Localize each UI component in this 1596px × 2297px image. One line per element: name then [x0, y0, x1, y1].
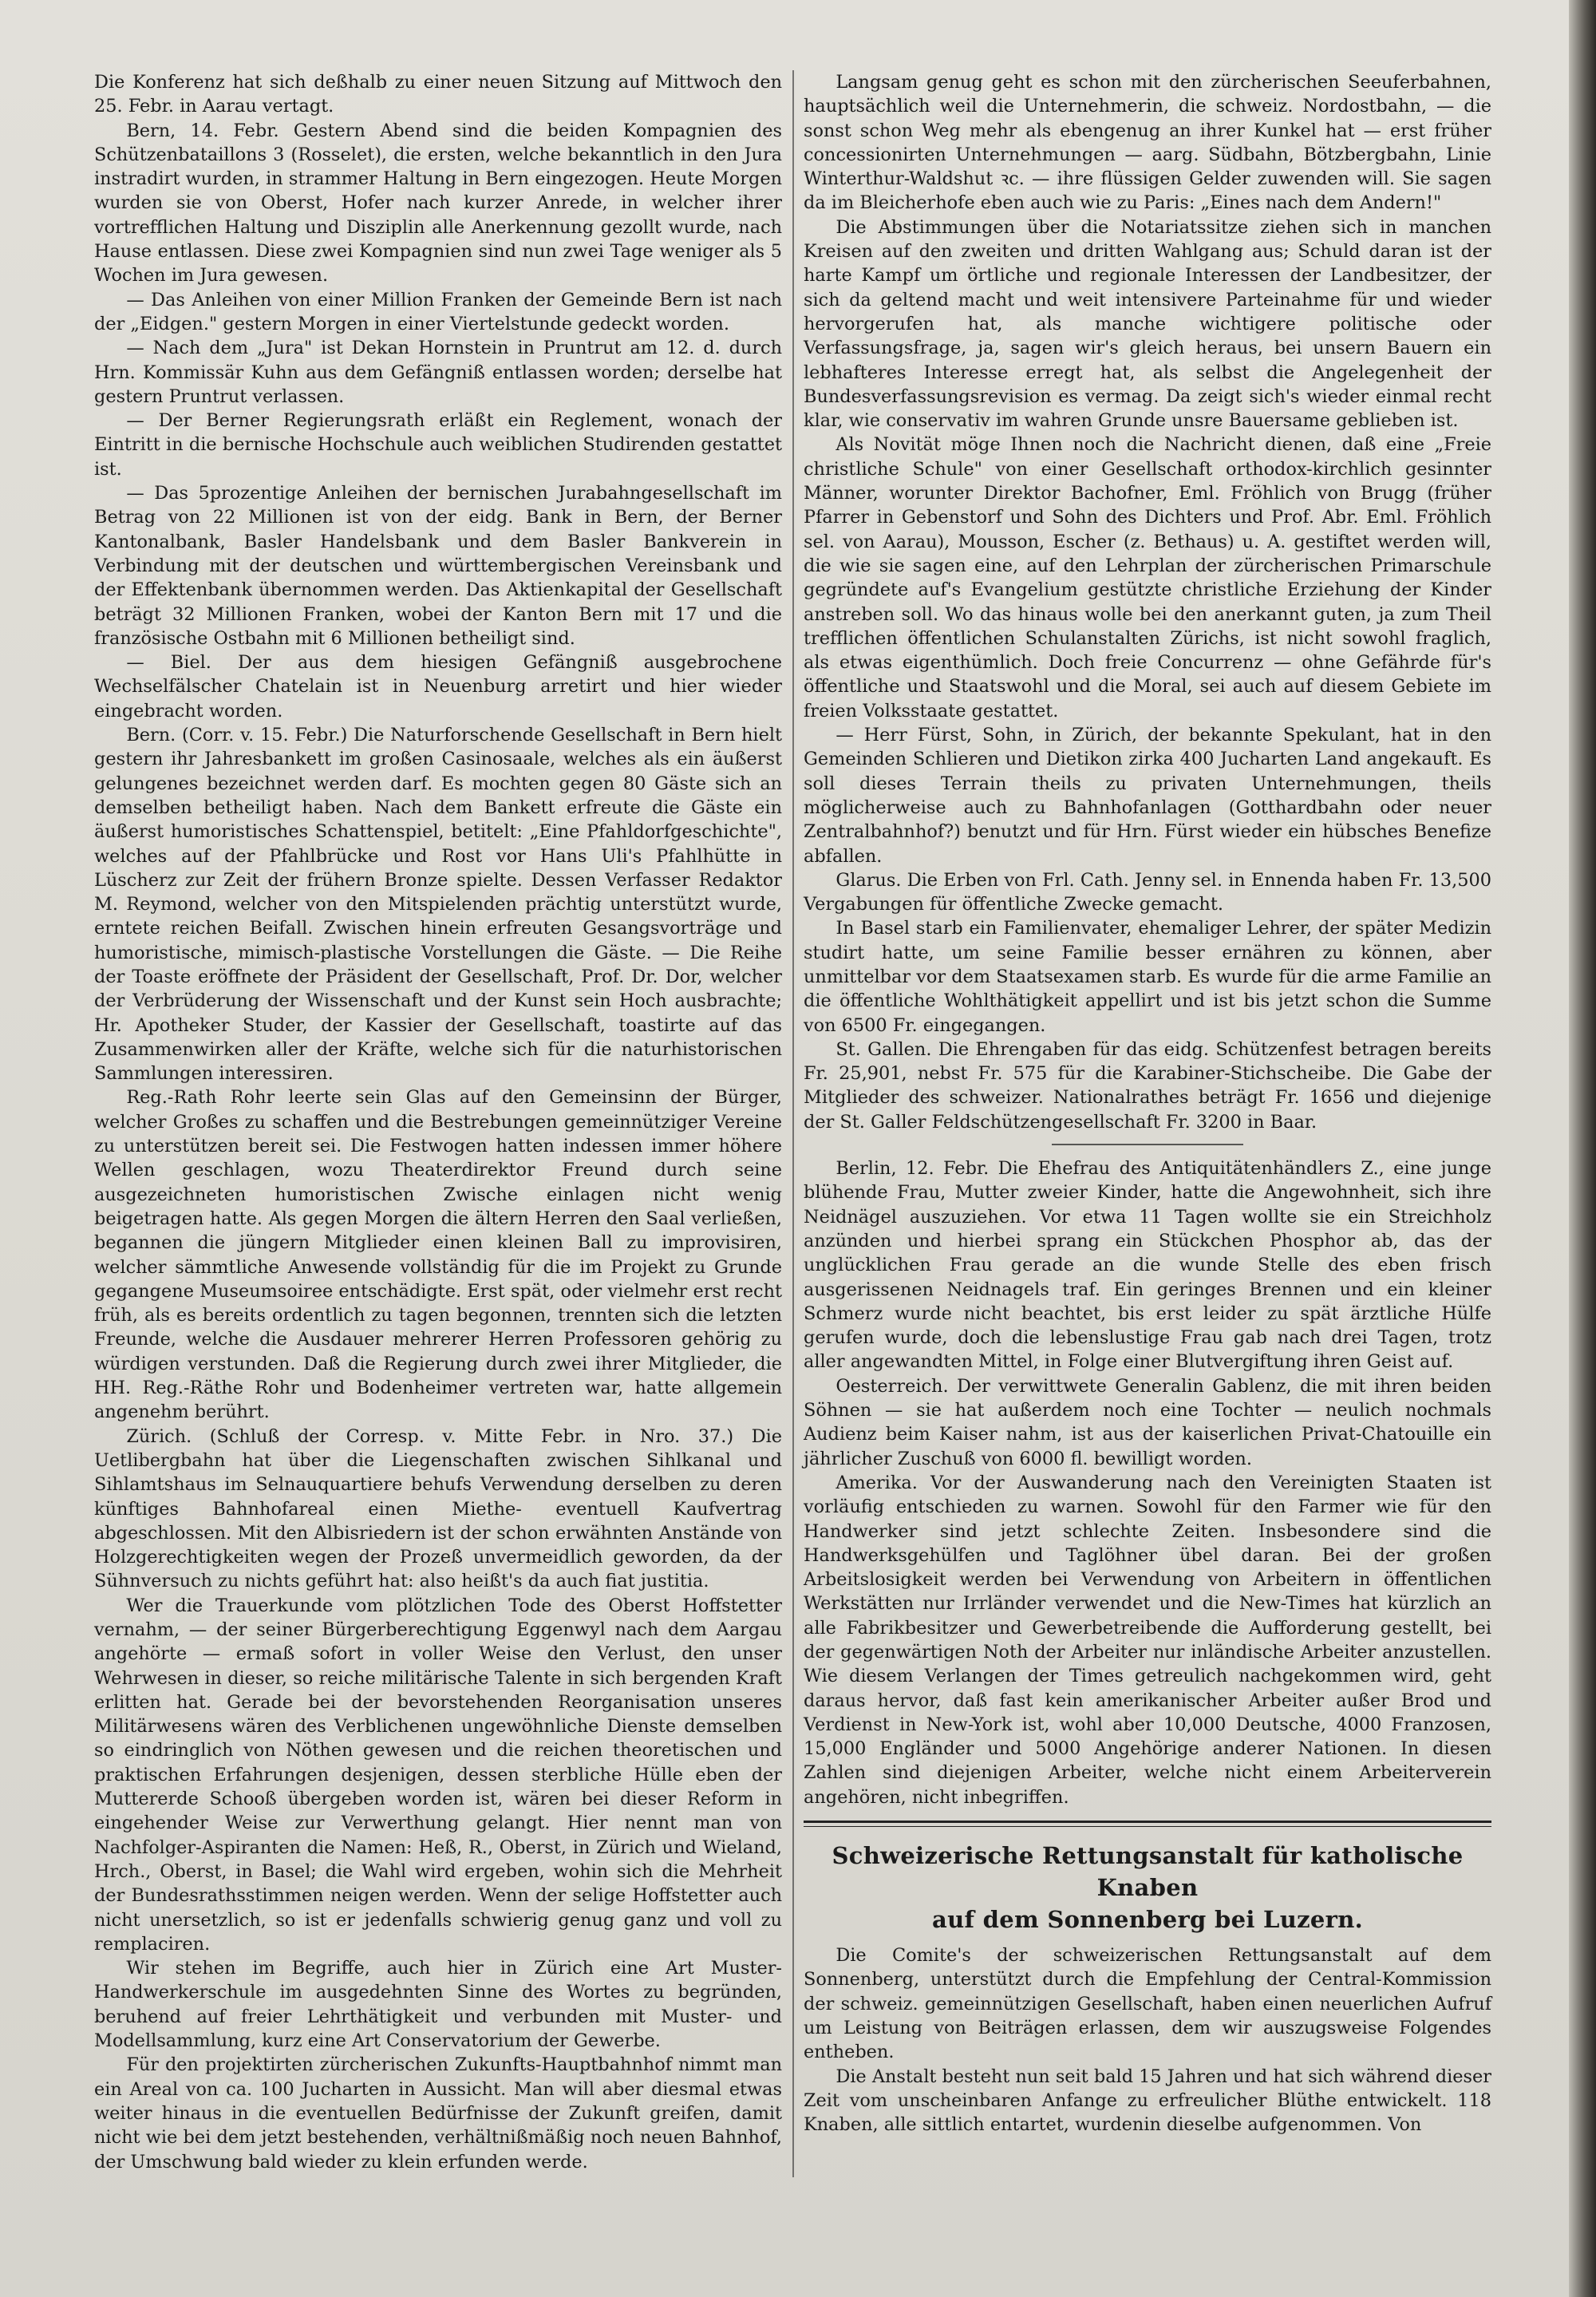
box-rule-thin	[804, 1826, 1491, 1827]
article-paragraph: Die Konferenz hat sich deßhalb zu einer neuen Sitzung auf Mittwoch den 25. Febr. in Aarau vertagt.	[94, 72, 782, 117]
column-divider	[792, 70, 794, 2177]
article-paragraph: Oesterreich. Der verwittwete Generalin Gablenz, die mit ihren beiden Söhnen — sie hat außerdem noch eine Tochter — neulich nochmals Audienz beim Kaiser nahm, ist aus der kaiserlichen Privat-Chatouille ein jährlicher Zuschuß von 6000 fl. bewilligt worden.	[804, 1375, 1491, 1469]
article-paragraph: Wer die Trauerkunde vom plötzlichen Tode des Oberst Hoffstetter vernahm, — der seiner Bürgerberechtigung Eggenwyl nach dem Aargau angehörte — ermaß sofort in voller Weise den Verlust, den unser Wehrwesen in dieser, so reiche militärische Talente in sich bergenden Kraft erlitten hat. Gerade bei der bevorstehenden Reorganisation unseres Militärwesens wären des Verblichenen ungewöhnliche Dienste demselben so eindringlich von Nöthen gewesen und die reichen theoretischen und praktischen Erfahrungen desjenigen, dessen sterbliche Hülle eben der Muttererde Schooß übergeben worden ist, wären bei dieser Reform in eingehender Weise zur Verwerthung gelangt. Hier nennt man von Nachfolger-Aspiranten die Namen: Heß, R., Oberst, in Zürich und Wieland, Hrch., Oberst, in Basel; die Wahl wird ergeben, wohin sich die Mehrheit der Bundesrathsstimmen neigen werden. Wenn der selige Hoffstetter auch nicht unersetzlich, so ist er jedenfalls schwierig genug ganz und voll zu remplaciren.	[94, 1595, 782, 1955]
article-paragraph: Langsam genug geht es schon mit den zürcherischen Seeuferbahnen, hauptsächlich weil die Unternehmerin, die schweiz. Nordostbahn, — die sonst schon Weg mehr als ebengenug an ihrer Kunkel hat — erst früher concessionirten Unternehmungen — aarg. Südbahn, Bötzbergbahn, Linie Winterthur-Waldshut ꝛc. — ihre flüssigen Gelder zuwenden will. Sie sagen da im Bleicherhofe eben auch wie zu Paris: „Eines nach dem Andern!"	[804, 72, 1491, 214]
article-paragraph: — Das 5prozentige Anleihen der bernischen Jurabahngesellschaft im Betrag von 22 Millionen ist von der eidg. Bank in Bern, der Berner Kantonalbank, Basler Handelsbank und dem Basler Bankverein in Verbindung mit der deutschen und württembergischen Vereinsbank und der Effektenbank übernommen werden. Das Aktienkapital der Gesellschaft beträgt 32 Millionen Franken, wobei der Kanton Bern mit 17 und die französische Ostbahn mit 6 Millionen betheiligt sind.	[94, 483, 782, 649]
box-headline-line1: Schweizerische Rettungsanstalt für katholische Knaben	[832, 1842, 1464, 1902]
article-paragraph: — Der Berner Regierungsrath erläßt ein Reglement, wonach der Eintritt in die bernische Hochschule auch weiblichen Studirenden gestattet ist.	[94, 410, 782, 480]
article-paragraph: Bern, 14. Febr. Gestern Abend sind die beiden Kompagnien des Schützenbataillons 3 (Rosselet), die ersten, welche bekanntlich in den Jura instradirt wurden, in strammer Haltung in Bern eingezogen. Heute Morgen wurden sie von Oberst, Hofer nach kurzer Anrede, in welcher ihrer vortrefflichen Haltung und Disziplin alle Anerkennung gezollt wurde, nach Hause entlassen. Diese zwei Kompagnien sind nun zwei Tage weniger als 5 Wochen im Jura gewesen.	[94, 120, 782, 287]
right-column-foreign	[804, 1156, 1491, 1809]
article-paragraph: — Nach dem „Jura" ist Dekan Hornstein in Pruntrut am 12. d. durch Hrn. Kommissär Kuhn aus dem Gefängniß entlassen worden; derselbe hat gestern Pruntrut verlassen.	[94, 338, 782, 407]
article-paragraph: Die Comite's der schweizerischen Rettungsanstalt auf dem Sonnenberg, unterstützt durch die Empfehlung der Central-Kommission der schweiz. gemeinnützigen Gesellschaft, haben einen neuerlichen Aufruf um Leistung von Beiträgen erlassen, dem wir auszugsweise Folgendes entheben.	[804, 1945, 1491, 2063]
article-paragraph: Zürich. (Schluß der Corresp. v. Mitte Febr. in Nro. 37.) Die Uetlibergbahn hat über die Liegenschaften zwischen Sihlkanal und Sihlamtshaus im Selnauquartiere behufs Verwendung derselben zu deren künftiges Bahnhofareal einen Miethe- eventuell Kaufvertrag abgeschlossen. Mit den Albisriedern ist der schon erwähnten Anstände von Holzgerechtigkeiten wegen der Prozeß unvermeidlich geworden, da der Sühnversuch zu nichts geführt hat: also heißt's da auch fiat justitia.	[94, 1425, 782, 1592]
article-paragraph: — Biel. Der aus dem hiesigen Gefängniß ausgebrochene Wechselfälscher Chatelain ist in Neuenburg arretirt und hier wieder eingebracht worden.	[94, 652, 782, 722]
article-paragraph: Berlin, 12. Febr. Die Ehefrau des Antiquitätenhändlers Z., eine junge blühende Frau, Mutter zweier Kinder, hatte die Angewohnheit, sich ihre Neidnägel auszuziehen. Vor etwa 11 Tagen wollte sie ein Streichholz anzünden und hierbei sprang ein Stückchen Phosphor ab, das der unglücklichen Frau gerade an die wunde Stelle des eben frisch ausgerissenen Neidnagels traf. Ein geringes Brennen und ein kleiner Schmerz wurde nicht beachtet, bis erst leider zu spät ärztliche Hülfe gerufen wurde, doch die lebenslustige Frau gab nach drei Tagen, trotz aller angewandten Mittel, in Folge einer Blutvergiftung ihren Geist auf.	[804, 1158, 1491, 1373]
article-paragraph: St. Gallen. Die Ehrengaben für das eidg. Schützenfest betragen bereits Fr. 25,901, nebst Fr. 575 für die Karabiner-Stichscheibe. Die Gabe der Mitglieder des schweizer. Nationalrathes beträgt Fr. 1656 und diejenige der St. Galler Feldschützengesellschaft Fr. 3200 in Baar.	[804, 1038, 1491, 1133]
article-paragraph: — Herr Fürst, Sohn, in Zürich, der bekannte Spekulant, hat in den Gemeinden Schlieren und Dietikon zirka 400 Jucharten Land angekauft. Es soll dieses Terrain theils zu privaten Unternehmungen, theils möglicherweise auch zu Bahnhofanlagen (Gotthardbahn oder neuer Zentralbahnhof?) benutzt und für Hrn. Fürst wieder ein hübsches Benefize abfallen.	[804, 725, 1491, 867]
article-paragraph: Wir stehen im Begriffe, auch hier in Zürich eine Art Muster-Handwerkerschule im ausgedehnten Sinne des Wortes zu begründen, beruhend auf freier Lehrthätigkeit und verbunden mit Muster- und Modellsammlung, kurz eine Art Conservatorium der Gewerbe.	[94, 1958, 782, 2052]
section-separator	[1052, 1144, 1243, 1145]
article-paragraph: — Das Anleihen von einer Million Franken der Gemeinde Bern ist nach der „Eidgen." gestern Morgen in einer Viertelstunde gedeckt worden.	[94, 289, 782, 334]
article-paragraph: Für den projektirten zürcherischen Zukunfts-Hauptbahnhof nimmt man ein Areal von ca. 100 Jucharten in Aussicht. Man will aber diesmal etwas weiter hinaus in die eventuellen Bedürfnisse der Zukunft greifen, damit nicht wie bei dem jetzt bestehenden, verhältnißmäßig noch neuen Bahnhof, der Umschwung bald wieder zu klein erfunden werde.	[94, 2054, 782, 2172]
article-paragraph: Amerika. Vor der Auswanderung nach den Vereinigten Staaten ist vorläufig entschieden zu warnen. Sowohl für den Farmer wie für den Handwerker sind jetzt schlechte Zeiten. Insbesondere sind die Handwerksgehülfen und Taglöhner übel daran. Bei der großen Arbeitslosigkeit werden bei Verwendung von Arbeitern in öffentlichen Werkstätten nur Irrländer verwendet und die New-Times hat kürzlich an alle Fabrikbesitzer und Gewerbetreibende die Aufforderung gestellt, bei der gegenwärtigen Noth der Arbeiter nur inländische Arbeiter anzustellen. Wie diesem Verlangen der Times getreulich nachgekommen wird, geht daraus hervor, daß fast kein amerikanischer Arbeiter außer Brod und Verdienst in New-York ist, wohl aber 10,000 Deutsche, 4000 Franzosen, 15,000 Engländer und 5000 Angehörige anderer Nationen. In diesen Zahlen sind diejenigen Arbeiter, welche nicht einem Arbeiterverein angehören, nicht inbegriffen.	[804, 1472, 1491, 1808]
right-column	[804, 70, 1491, 2137]
box-rule-thick	[804, 1821, 1491, 1823]
article-paragraph: Die Anstalt besteht nun seit bald 15 Jahren und hat sich während dieser Zeit vom unscheinbaren Anfange zu erfreulicher Blüthe entwickelt. 118 Knaben, alle sittlich entartet, wurdenin dieselbe aufgenommen. Von	[804, 2066, 1491, 2136]
article-paragraph: Reg.-Rath Rohr leerte sein Glas auf den Gemeinsinn der Bürger, welcher Großes zu schaffen und die Bestrebungen gemeinnütziger Vereine zu unterstützen bereit sei. Die Festwogen hatten indessen immer höhere Wellen geschlagen, wozu Theaterdirektor Freund durch seine ausgezeichneten humoristischen Zwische einlagen nicht wenig beigetragen hatte. Als gegen Morgen die ältern Herren den Saal verließen, begannen die jüngern Mitglieder einen kleinen Ball zu improvisiren, welcher sämmtliche Anwesende vollständig für die im Projekt zu Grunde gegangene Museumsoiree entschädigte. Erst spät, oder vielmehr erst recht früh, als es bereits ordentlich zu tagen begonnen, trennten sich die letzten Freunde, welche die Ausdauer mehrerer Herren Professoren gehörig zu würdigen verstunden. Daß die Regierung durch zwei ihrer Mitglieder, die HH. Reg.-Räthe Rohr und Bodenheimer vertreten war, hatte allgemein angenehm berührt.	[94, 1087, 782, 1423]
box-article	[804, 1840, 1491, 2137]
right-column-domestic	[804, 70, 1491, 1134]
page-edge-shadow	[1569, 0, 1596, 2297]
article-paragraph: Die Abstimmungen über die Notariatssitze ziehen sich in manchen Kreisen auf den zweiten und dritten Wahlgang aus; Schuld daran ist der harte Kampf um örtliche und regionale Interessen der Landbesitzer, der sich da geltend macht und weit intensivere Parteinahme für und wieder hervorgerufen hat, als manche wichtigere politische oder Verfassungsfrage, ja, sagen wir's gleich heraus, bei unsern Bauern ein lebhafteres Interesse erregt hat, als selbst die Angelegenheit der Bundesverfassungsrevision es vermag. Da zeigt sich's wieder einmal recht klar, wie conservativ im wahren Grunde unsre Bauersame geblieben ist.	[804, 216, 1491, 432]
box-body	[804, 1943, 1491, 2137]
box-headline	[804, 1840, 1491, 1935]
article-paragraph: Als Novität möge Ihnen noch die Nachricht dienen, daß eine „Freie christliche Schule" von einer Gesellschaft orthodox-kirchlich gesinnter Männer, worunter Direktor Bachofner, Eml. Fröhlich von Brugg (früher Pfarrer in Gebenstorf und Sohn des Dichters und Prof. Abr. Eml. Fröhlich sel. von Aarau), Mousson, Escher (z. Bethaus) u. A. gestiftet werden will, die wie sie sagen eine, auf den Lehrplan der zürcherischen Primarschule gegründete auf's Evangelium gestützte christliche Erziehung der Kinder anstreben soll. Wo das hinaus wolle bei den anerkannt guten, ja zum Theil trefflichen öffentlichen Schulanstalten Zürichs, ist nicht sowohl fraglich, als etwas eigenthümlich. Doch freie Concurrenz — ohne Gefährde für's öffentliche und Staatswohl und die Moral, sei auch auf diesem Gebiete im freien Volksstaate gestattet.	[804, 434, 1491, 722]
article-paragraph: In Basel starb ein Familienvater, ehemaliger Lehrer, der später Medizin studirt hatte, um seine Familie besser ernähren zu können, aber unmittelbar vor dem Staatsexamen starb. Es wurde für die arme Familie an die öffentliche Wohlthätigkeit appellirt und ist bis jetzt schon die Summe von 6500 Fr. eingegangen.	[804, 918, 1491, 1036]
box-headline-line2: auf dem Sonnenberg bei Luzern.	[931, 1906, 1364, 1934]
left-column	[94, 70, 782, 2174]
article-paragraph: Bern. (Corr. v. 15. Febr.) Die Naturforschende Gesellschaft in Bern hielt gestern ihr Jahresbankett im großen Casinosaale, welches als ein äußerst gelungenes bezeichnet werden darf. Es mochten gegen 80 Gäste sich an demselben betheiligt haben. Nach dem Bankett erfreute die Gäste ein äußerst humoristisches Schattenspiel, betitelt: „Eine Pfahldorfgeschichte", welches auf der Pfahlbrücke und Rost vor Hans Uli's Pfahlhütte in Lüscherz zur Zeit der frühern Bronze spielte. Dessen Verfasser Redaktor M. Reymond, welcher von den Mitspielenden prächtig unterstützt wurde, erntete reichen Beifall. Zwischen hinein erfreuten Gesangsvorträge und humoristische, mimisch-plastische Vorstellungen die Gäste. — Die Reihe der Toaste eröffnete der Präsident der Gesellschaft, Prof. Dr. Dor, welcher der Verbrüderung der Wissenschaft und der Kunst sein Hoch ausbrachte; Hr. Apotheker Studer, der Kassier der Gesellschaft, toastirte auf das Zusammenwirken aller der Kräfte, welche sich für die naturhistorischen Sammlungen interessiren.	[94, 725, 782, 1085]
article-paragraph: Glarus. Die Erben von Frl. Cath. Jenny sel. in Ennenda haben Fr. 13,500 Vergabungen für öffentliche Zwecke gemacht.	[804, 869, 1491, 915]
